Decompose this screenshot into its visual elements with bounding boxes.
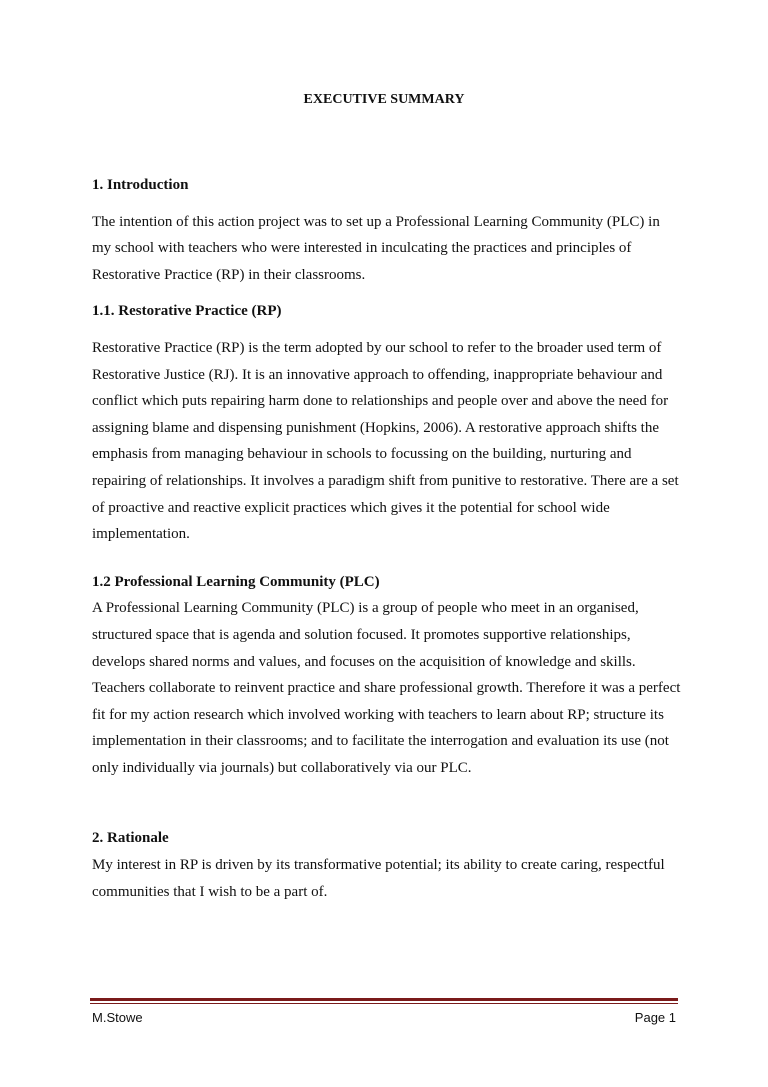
footer-divider-thin [90, 1003, 678, 1004]
section-text-restorative-practice: Restorative Practice (RP) is the term adopted by our school to refer to the broader used term of Restorative Justice (RJ). It is an innovative approach to offending, inappropriate behaviour and conflict which puts repairing harm done to relationships and people over and above the need for assigning blame and dispensing punishment (Hopkins, 2006). A restorative approach shifts the emphasis from managing behaviour in schools to focussing on the building, nurturing and repairing of relationships. It involves a paradigm shift from punitive to restorative. There are a set of proactive and reactive explicit practices which gives it the potential for school wide implementation. [92, 339, 679, 543]
footer-page-number: Page 1 [634, 1010, 676, 1025]
section-text-introduction: The intention of this action project was to set up a Professional Learning Community (PLC) in my school with teachers who were interested in inculcating the practices and principles of Restorative Practice (RP) in their classrooms. [92, 213, 660, 283]
section-text-rationale: My interest in RP is driven by its transformative potential; its ability to create caring, respectful communities that I wish to be a part of. [92, 857, 665, 900]
footer-author: M.Stowe [92, 1010, 143, 1025]
section-text-plc: A Professional Learning Community (PLC) is a group of people who meet in an organised, structured space that is agenda and solution focused. It promotes supportive relationships, develops shared norms and values, and focuses on the acquisition of knowledge and skills. Teachers collaborate to reinvent practice and share professional growth. Therefore it was a perfect fit for my action research which involved working with teachers to learn about RP; structure its implementation in their classrooms; and to facilitate the interrogation and evaluation its use (not only individually via journals) but collaboratively via our PLC. [92, 600, 681, 776]
section-heading-rationale: 2. Rationale [92, 830, 169, 847]
document-body [92, 172, 682, 905]
section-heading-introduction: 1. Introduction [92, 177, 189, 193]
footer-divider-thick [90, 998, 678, 1001]
section-heading-restorative-practice: 1.1. Restorative Practice (RP) [92, 303, 282, 320]
document-title: EXECUTIVE SUMMARY [303, 92, 465, 107]
section-heading-plc: 1.2 Professional Learning Community (PLC) [92, 573, 380, 590]
